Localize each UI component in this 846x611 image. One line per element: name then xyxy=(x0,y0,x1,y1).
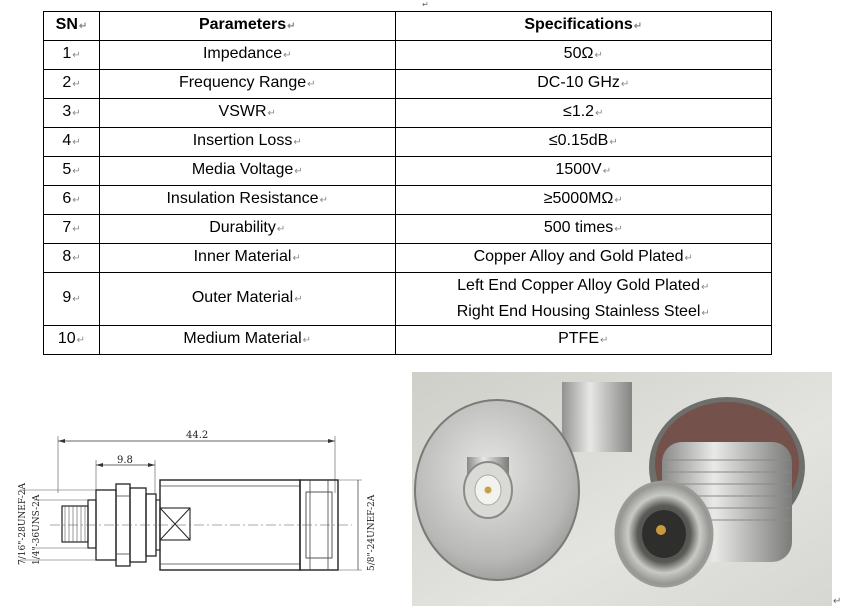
dimension-total-label: 44.2 xyxy=(186,430,209,441)
header-specifications: Specifications↵ xyxy=(395,12,771,41)
sn-cell: 7↵ xyxy=(44,215,100,244)
dimension-partial-label: 9.8 xyxy=(117,455,133,466)
sn-cell: 8↵ xyxy=(44,244,100,273)
spec-table xyxy=(43,11,772,355)
table-header-row xyxy=(44,12,772,41)
sn-cell: 10↵ xyxy=(44,326,100,355)
parameter-cell: Media Voltage↵ xyxy=(99,157,395,186)
table-row xyxy=(44,128,772,157)
table-row xyxy=(44,41,772,70)
paragraph-mark: ↵ xyxy=(422,0,429,9)
thread-left-inner-label: 1/4"-36UNS-2A xyxy=(32,494,42,565)
thread-right-label: 5/8"-24UNEF-2A xyxy=(367,494,377,571)
specification-cell xyxy=(395,273,771,326)
specification-cell: 500 times↵ xyxy=(395,215,771,244)
connector-product-photo xyxy=(412,372,832,606)
specification-cell: 50Ω↵ xyxy=(395,41,771,70)
specification-cell: ≥5000MΩ↵ xyxy=(395,186,771,215)
sn-cell: 9↵ xyxy=(44,273,100,326)
specification-cell: Copper Alloy and Gold Plated↵ xyxy=(395,244,771,273)
sn-cell: 6↵ xyxy=(44,186,100,215)
specification-cell: 1500V↵ xyxy=(395,157,771,186)
parameter-cell: Durability↵ xyxy=(99,215,395,244)
table-row xyxy=(44,99,772,128)
parameter-cell: Frequency Range↵ xyxy=(99,70,395,99)
parameter-cell: Medium Material↵ xyxy=(99,326,395,355)
table-row xyxy=(44,70,772,99)
specification-cell: DC-10 GHz↵ xyxy=(395,70,771,99)
parameter-cell: Insertion Loss↵ xyxy=(99,128,395,157)
parameter-cell: Impedance↵ xyxy=(99,41,395,70)
table-row xyxy=(44,244,772,273)
table-row xyxy=(44,273,772,326)
spec-line-2: Right End Housing Stainless Steel↵ xyxy=(456,303,710,320)
specification-cell: ≤1.2↵ xyxy=(395,99,771,128)
spec-line-1: Left End Copper Alloy Gold Plated↵ xyxy=(457,277,710,294)
header-sn: SN↵ xyxy=(44,12,100,41)
table-row xyxy=(44,186,772,215)
specification-cell: PTFE↵ xyxy=(395,326,771,355)
specification-cell: ≤0.15dB↵ xyxy=(395,128,771,157)
end-paragraph-mark: ↵ xyxy=(833,596,842,607)
table-row xyxy=(44,215,772,244)
sn-cell: 4↵ xyxy=(44,128,100,157)
parameter-cell: Inner Material↵ xyxy=(99,244,395,273)
sn-cell: 3↵ xyxy=(44,99,100,128)
table-row xyxy=(44,157,772,186)
sn-cell: 5↵ xyxy=(44,157,100,186)
parameter-cell: Insulation Resistance↵ xyxy=(99,186,395,215)
thread-left-outer-label: 7/16"-28UNEF-2A xyxy=(18,483,28,565)
header-parameters: Parameters↵ xyxy=(99,12,395,41)
sn-cell: 2↵ xyxy=(44,70,100,99)
parameter-cell: Outer Material↵ xyxy=(99,273,395,326)
parameter-cell: VSWR↵ xyxy=(99,99,395,128)
connector-technical-drawing xyxy=(10,428,390,593)
sn-cell: 1↵ xyxy=(44,41,100,70)
table-row xyxy=(44,326,772,355)
